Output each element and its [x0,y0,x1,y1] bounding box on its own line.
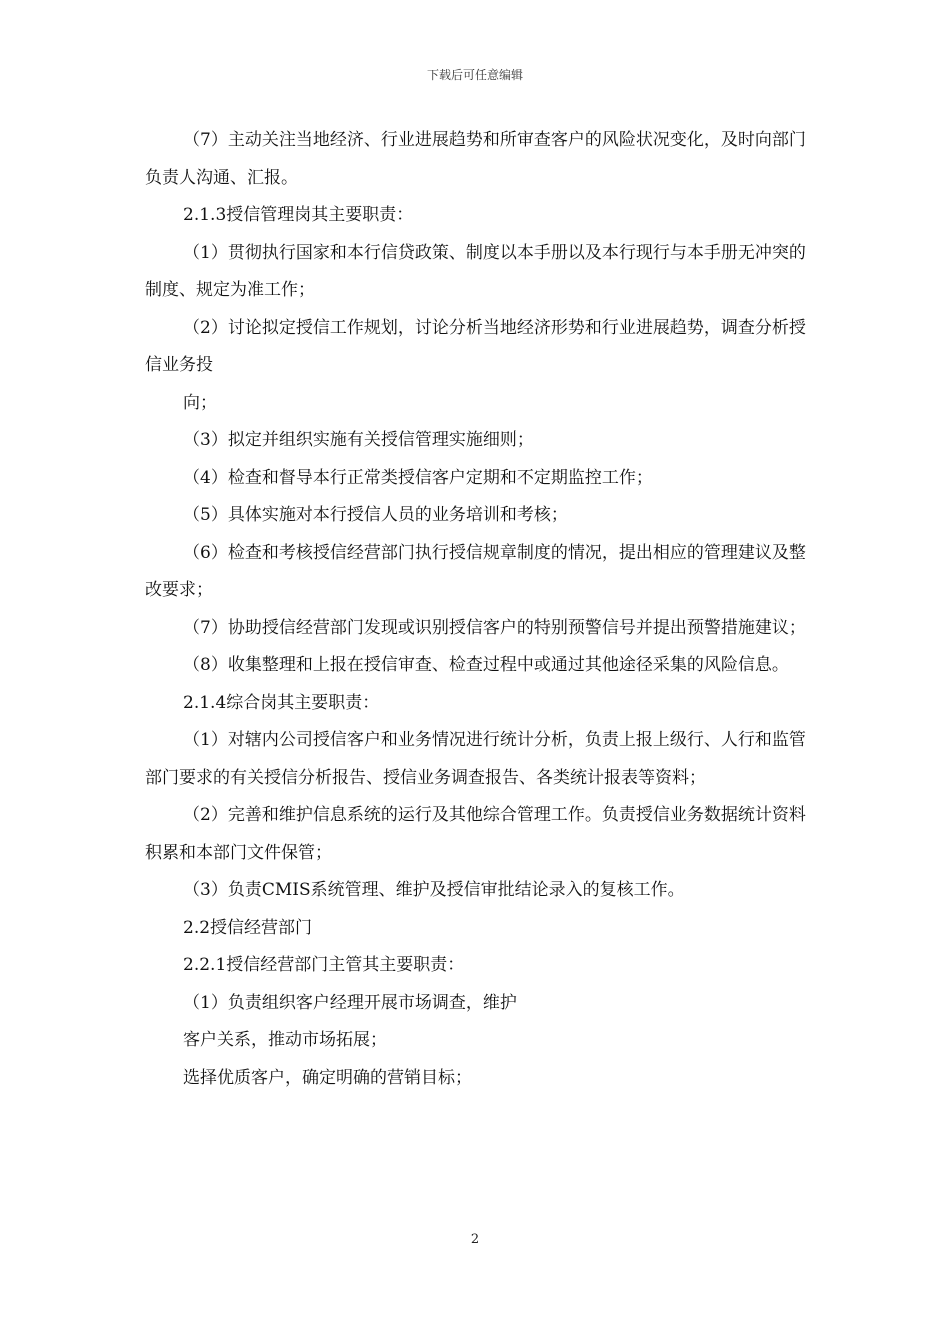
paragraph: 选择优质客户，确定明确的营销目标； [183,1067,472,1088]
paragraph: （8）收集整理和上报在授信审查、检查过程中或通过其他途径采集的风险信息。 [183,655,789,675]
section-heading: 2.2.1授信经营部门主管其主要职责： [183,955,465,975]
paragraph: （4）检查和督导本行正常类授信客户定期和不定期监控工作； [183,467,653,488]
paragraph: （7）主动关注当地经济、行业进展趋势和所审查客户的风险状况变化，及时向部门负责人沟通、汇报。 [145,130,806,188]
section-heading: 2.1.3授信管理岗其主要职责： [183,205,414,225]
paragraph: （3）负责CMIS系统管理、维护及授信审批结论录入的复核工作。 [183,880,685,900]
paragraph: （1）负责组织客户经理开展市场调查，维护 [183,992,517,1013]
page-header: 下载后可任意编辑 [426,68,523,82]
section-heading: 2.1.4综合岗其主要职责： [183,692,380,713]
document-body [145,122,807,1097]
page-number: 2 [470,1232,480,1247]
paragraph: （1）贯彻执行国家和本行信贷政策、制度以本手册以及本行现行与本手册无冲突的制度、规定为准工作； [145,242,806,300]
section-heading: 2.2授信经营部门 [183,917,313,938]
paragraph: （5）具体实施对本行授信人员的业务培训和考核； [183,505,568,525]
paragraph: 向； [183,392,217,413]
paragraph: （2）讨论拟定授信工作规划，讨论分析当地经济形势和行业进展趋势，调查分析授信业务投 [145,317,806,375]
paragraph: 客户关系，推动市场拓展； [183,1030,387,1050]
paragraph: （2）完善和维护信息系统的运行及其他综合管理工作。负责授信业务数据统计资料积累和本部门文件保管； [145,805,806,863]
paragraph: （6）检查和考核授信经营部门执行授信规章制度的情况，提出相应的管理建议及整改要求； [145,542,806,600]
paragraph: （1）对辖内公司授信客户和业务情况进行统计分析，负责上报上级行、人行和监管部门要求的有关授信分析报告、授信业务调查报告、各类统计报表等资料； [145,730,806,788]
paragraph: （3）拟定并组织实施有关授信管理实施细则； [183,430,534,450]
paragraph: （7）协助授信经营部门发现或识别授信客户的特别预警信号并提出预警措施建议； [183,617,806,638]
